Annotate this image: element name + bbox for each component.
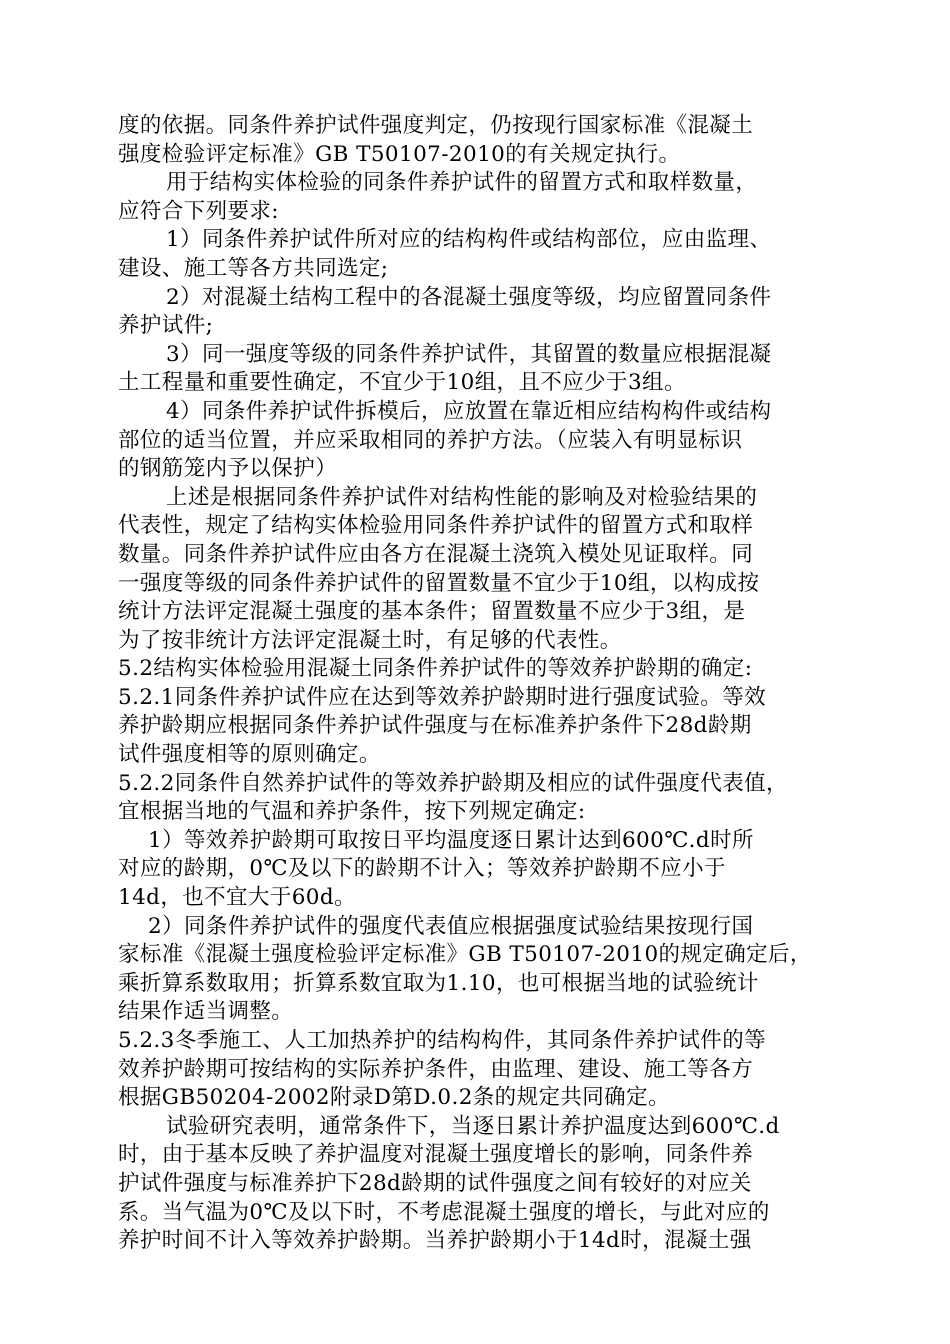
text-line: 宜根据当地的气温和养护条件，按下列规定确定: (118, 799, 586, 825)
text-line: 土工程量和重要性确定，不宜少于10组，且不应少于3组。 (118, 370, 686, 396)
text-line: 的钢筋笼内予以保护） (118, 456, 338, 482)
text-line: 结果作适当调整。 (118, 999, 294, 1025)
text-line: 护试件强度与标准养护下28d龄期的试件强度之间有较好的对应关 (118, 1170, 752, 1196)
text-line: 数量。同条件养护试件应由各方在混凝土浇筑入模处见证取样。同 (118, 541, 754, 567)
text-line: 4）同条件养护试件拆模后，应放置在靠近相应结构构件或结构 (166, 398, 772, 424)
text-line: 为了按非统计方法评定混凝土时，有足够的代表性。 (118, 627, 622, 653)
text-line: 3）同一强度等级的同条件养护试件，其留置的数量应根据混凝 (166, 341, 772, 367)
text-line: 养护试件; (118, 313, 214, 339)
text-line: 5.2结构实体检验用混凝土同条件养护试件的等效养护龄期的确定: (118, 656, 753, 682)
text-line: 部位的适当位置，并应采取相同的养护方法。（应装入有明显标识 (118, 427, 743, 453)
text-line: 养护时间不计入等效养护龄期。当养护龄期小于14d时，混凝土强 (118, 1228, 752, 1254)
text-line: 统计方法评定混凝土强度的基本条件；留置数量不应少于3组，是 (118, 599, 746, 625)
text-line: 时，由于基本反映了养护温度对混凝土强度增长的影响，同条件养 (118, 1142, 754, 1168)
text-line: 乘折算系数取用；折算系数宜取为1.10，也可根据当地的试验统计 (118, 970, 759, 996)
text-line: 根据GB50204-2002附录D第D.0.2条的规定共同确定。 (118, 1085, 670, 1111)
text-line: 一强度等级的同条件养护试件的留置数量不宜少于10组，以构成按 (118, 570, 760, 596)
text-line: 应符合下列要求: (118, 198, 279, 224)
text-line: 试件强度相等的原则确定。 (118, 742, 381, 768)
text-line: 建设、施工等各方共同选定; (118, 255, 389, 281)
text-line: 试验研究表明，通常条件下，当逐日累计养护温度达到600℃.d (166, 1113, 780, 1139)
text-line: 1）同条件养护试件所对应的结构构件或结构部位，应由监理、 (166, 227, 772, 253)
text-line: 家标准《混凝土强度检验评定标准》GB T50107-2010的规定确定后， (118, 942, 812, 968)
text-line: 2）同条件养护试件的强度代表值应根据强度试验结果按现行国 (148, 913, 754, 939)
text-line: 14d，也不宜大于60d。 (118, 885, 356, 911)
text-line: 对应的龄期，0℃及以下的龄期不计入；等效养护龄期不应小于 (118, 856, 726, 882)
document-body (118, 112, 838, 1256)
text-line: 上述是根据同条件养护试件对结构性能的影响及对检验结果的 (166, 484, 758, 510)
text-line: 用于结构实体检验的同条件养护试件的留置方式和取样数量， (166, 170, 758, 196)
text-line: 强度检验评定标准》GB T50107-2010的有关规定执行。 (118, 141, 681, 167)
text-line: 度的依据。同条件养护试件强度判定，仍按现行国家标准《混凝土 (118, 113, 754, 138)
text-line: 2）对混凝土结构工程中的各混凝土强度等级，均应留置同条件 (166, 284, 772, 310)
text-line: 1）等效养护龄期可取按日平均温度逐日累计达到600℃.d时所 (148, 827, 754, 853)
text-line: 5.2.3冬季施工、人工加热养护的结构构件，其同条件养护试件的等 (118, 1028, 767, 1053)
text-line: 5.2.1同条件养护试件应在达到等效养护龄期时进行强度试验。等效 (118, 684, 767, 710)
text-line: 代表性，规定了结构实体检验用同条件养护试件的留置方式和取样 (118, 513, 754, 539)
text-line: 5.2.2同条件自然养护试件的等效养护龄期及相应的试件强度代表值， (118, 770, 788, 796)
text-line: 效养护龄期可按结构的实际养护条件，由监理、建设、施工等各方 (118, 1056, 754, 1082)
text-line: 系。当气温为0℃及以下时，不考虑混凝土强度的增长，与此对应的 (118, 1199, 770, 1225)
text-line: 养护龄期应根据同条件养护试件强度与在标准养护条件下28d龄期 (118, 713, 752, 739)
